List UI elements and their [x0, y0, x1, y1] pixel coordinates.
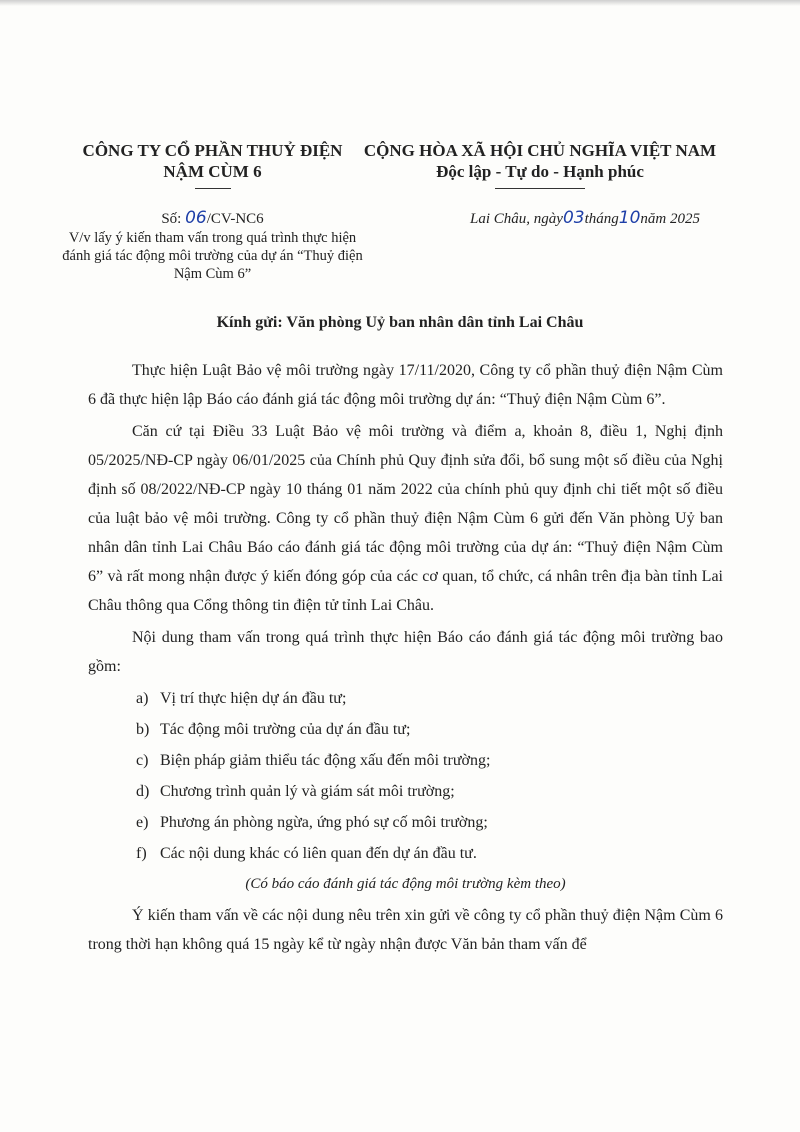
date-line	[470, 208, 750, 228]
list-marker: d)	[136, 783, 150, 800]
list-marker: c)	[136, 752, 149, 769]
motto-underline	[495, 188, 585, 189]
reference-number	[70, 208, 355, 228]
company-underline	[195, 188, 231, 189]
paragraph-3: Nội dung tham vấn trong quá trình thực hiện Báo cáo đánh giá tác động môi trường bao gồm:	[88, 629, 723, 675]
ref-prefix: Số:	[161, 211, 182, 227]
list-marker: f)	[136, 845, 147, 862]
list-marker: a)	[136, 690, 149, 707]
date-month: 10	[618, 208, 641, 228]
scan-edge	[0, 0, 800, 6]
list-item	[136, 808, 723, 837]
company-name-line2: NẬM CÙM 6	[163, 162, 262, 181]
ref-suffix: /CV-NC6	[206, 211, 264, 227]
date-year: năm 2025	[640, 211, 700, 227]
paragraph-1: Thực hiện Luật Bảo vệ môi trường ngày 17/11/2020, Công ty cổ phần thuỷ điện Nậm Cùm 6 đã thực hiện lập Báo cáo đánh giá tác động môi trường dự án: “Thuỷ điện Nậm Cùm 6”.	[88, 362, 723, 408]
date-place: Lai Châu, ngày	[470, 211, 563, 227]
list-text: Tác động môi trường của dự án đầu tư;	[160, 721, 411, 738]
list-marker: e)	[136, 814, 149, 831]
list-text: Biện pháp giảm thiểu tác động xấu đến môi trường;	[160, 752, 491, 769]
content-list	[88, 684, 723, 868]
letter-body	[88, 356, 723, 962]
company-name-line1: CÔNG TY CỔ PHẦN THUỶ ĐIỆN	[82, 141, 343, 160]
attachment-note: (Có báo cáo đánh giá tác động môi trường kèm theo)	[245, 876, 566, 892]
list-text: Phương án phòng ngừa, ứng phó sự cố môi trường;	[160, 814, 488, 831]
national-motto: Độc lập - Tự do - Hạnh phúc	[436, 162, 644, 181]
closing-paragraph: Ý kiến tham vấn về các nội dung nêu trên xin gửi về công ty cổ phần thuỷ điện Nậm Cùm 6 trong thời hạn không quá 15 ngày kể từ ngày nhận được Văn bản tham vấn để	[88, 907, 723, 953]
date-day: 03	[562, 208, 585, 228]
list-text: Chương trình quản lý và giám sát môi trường;	[160, 783, 455, 800]
list-item	[136, 777, 723, 806]
paragraph-2: Căn cứ tại Điều 33 Luật Bảo vệ môi trường và điểm a, khoản 8, điều 1, Nghị định 05/2025/NĐ-CP ngày 06/01/2025 của Chính phủ Quy định sửa đổi, bổ sung một số điều của Nghị định số 08/2022/NĐ-CP ngày 10 tháng 01 năm 2022 của chính phủ quy định chi tiết một số điều của luật bảo vệ môi trường. Công ty cổ phần thuỷ điện Nậm Cùm 6 gửi đến Văn phòng Uỷ ban nhân dân tỉnh Lai Châu Báo cáo đánh giá tác động môi trường của dự án: “Thuỷ điện Nậm Cùm 6” và rất mong nhận được ý kiến đóng góp của các cơ quan, tổ chức, cá nhân trên địa bàn tỉnh Lai Châu thông qua Cổng thông tin điện tử tỉnh Lai Châu.	[88, 423, 723, 614]
list-text: Vị trí thực hiện dự án đầu tư;	[160, 690, 347, 707]
ref-handwritten-number: 06	[185, 208, 207, 228]
list-item	[136, 839, 723, 868]
greeting: Kính gửi: Văn phòng Uỷ ban nhân dân tỉnh Lai Châu	[216, 314, 584, 331]
list-item	[136, 715, 723, 744]
company-block	[70, 140, 355, 189]
list-marker: b)	[136, 721, 150, 738]
subject-line: V/v lấy ý kiến tham vấn trong quá trình thực hiện đánh giá tác động môi trường của dự án “Thuỷ điện Nậm Cùm 6”	[62, 230, 363, 282]
list-item	[136, 746, 723, 775]
national-title: CỘNG HÒA XÃ HỘI CHỦ NGHĨA VIỆT NAM	[363, 141, 717, 160]
national-block	[360, 140, 720, 189]
list-item	[136, 684, 723, 713]
list-text: Các nội dung khác có liên quan đến dự án đầu tư.	[160, 845, 477, 862]
date-month-label: tháng	[584, 211, 619, 227]
